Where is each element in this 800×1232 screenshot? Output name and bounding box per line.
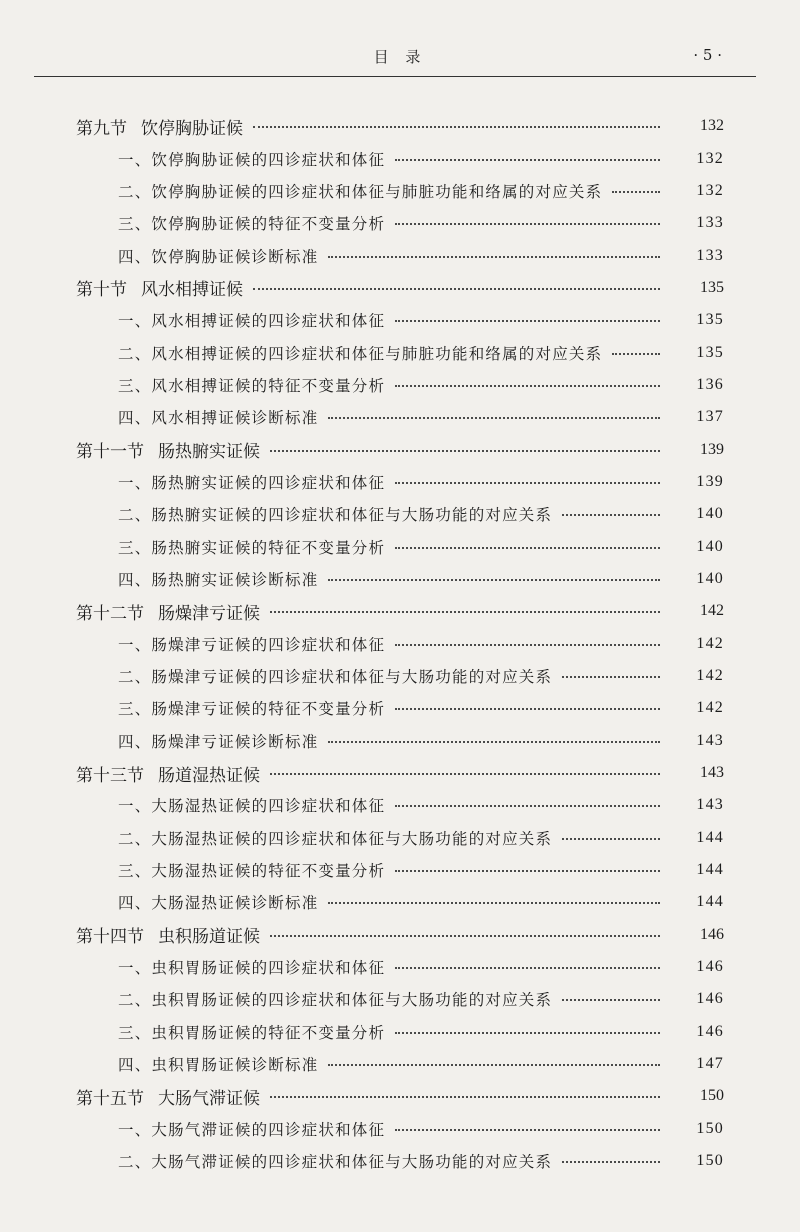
dot-leader [328, 892, 660, 904]
page-number: 132 [696, 149, 724, 167]
toc-subentry [0, 563, 800, 595]
dot-leader [328, 246, 660, 258]
toc-subentry [0, 369, 800, 401]
page-number: 133 [696, 246, 724, 264]
page-number: 146 [696, 958, 724, 976]
subentry-title: 四、风水相搏证候诊断标准 [118, 409, 319, 428]
dot-leader [395, 957, 660, 969]
subentry-title: 三、虫积胃肠证候的特征不变量分析 [118, 1023, 386, 1042]
dot-leader [253, 116, 660, 128]
page-number: 143 [696, 731, 724, 749]
toc-subentry [0, 466, 800, 498]
subentry-title: 一、饮停胸胁证候的四诊症状和体征 [118, 150, 386, 169]
dot-leader [395, 1119, 660, 1131]
section-heading [76, 275, 243, 300]
subentry-title: 四、虫积胃肠证候诊断标准 [118, 1056, 319, 1075]
toc-subentry [0, 304, 800, 336]
page-number: 144 [696, 861, 724, 879]
running-header [0, 42, 800, 72]
subentry-title: 三、风水相搏证候的特征不变量分析 [118, 376, 386, 395]
toc-subentry [0, 1016, 800, 1048]
toc-subentry [0, 401, 800, 433]
toc-subentry [0, 725, 800, 757]
subentry-title: 三、饮停胸胁证候的特征不变量分析 [118, 215, 386, 234]
page-number: 150 [700, 1087, 724, 1105]
page-number: 132 [700, 117, 724, 135]
toc-section-entry [0, 757, 800, 789]
toc-section-entry [0, 595, 800, 627]
section-number: 第十节 [76, 280, 127, 301]
dot-leader [395, 634, 660, 646]
toc-subentry [0, 854, 800, 886]
toc-subentry [0, 498, 800, 530]
page-number: 142 [696, 699, 724, 717]
page-number: 143 [700, 764, 724, 782]
subentry-title: 四、大肠湿热证候诊断标准 [118, 894, 319, 913]
section-title: 虫积肠道证候 [158, 927, 260, 948]
subentry-title: 四、肠燥津亏证候诊断标准 [118, 732, 319, 751]
page-number: 142 [696, 667, 724, 685]
subentry-title: 二、肠热腑实证候的四诊症状和体征与大肠功能的对应关系 [118, 506, 553, 525]
subentry-title: 一、风水相搏证候的四诊症状和体征 [118, 312, 386, 331]
page-number: 142 [696, 634, 724, 652]
subentry-title: 二、大肠湿热证候的四诊症状和体征与大肠功能的对应关系 [118, 829, 553, 848]
header-page-number: · 5 · [693, 46, 722, 64]
section-number: 第十四节 [76, 927, 144, 948]
subentry-title: 一、肠热腑实证候的四诊症状和体征 [118, 473, 386, 492]
toc-subentry [0, 628, 800, 660]
section-heading [76, 922, 260, 947]
dot-leader [395, 472, 660, 484]
section-heading [76, 1084, 260, 1109]
dot-leader [328, 731, 660, 743]
toc-subentry [0, 1145, 800, 1177]
dot-leader [562, 828, 660, 840]
dot-leader [328, 569, 660, 581]
toc-section-entry [0, 433, 800, 465]
page-number: 137 [696, 408, 724, 426]
dot-leader [612, 181, 660, 193]
dot-leader [562, 989, 660, 1001]
dot-leader [270, 1086, 660, 1098]
section-heading [76, 599, 260, 624]
dot-leader [562, 666, 660, 678]
subentry-title: 二、风水相搏证候的四诊症状和体征与肺脏功能和络属的对应关系 [118, 344, 603, 363]
toc-subentry [0, 1113, 800, 1145]
toc-section-entry [0, 1080, 800, 1112]
page-number: 146 [700, 925, 724, 943]
toc-subentry [0, 983, 800, 1015]
section-heading [76, 437, 260, 462]
toc-subentry [0, 789, 800, 821]
section-title: 肠热腑实证候 [158, 442, 260, 463]
section-number: 第十一节 [76, 442, 144, 463]
dot-leader [270, 925, 660, 937]
page-number: 140 [696, 537, 724, 555]
dot-leader [395, 1022, 660, 1034]
subentry-title: 一、虫积胃肠证候的四诊症状和体征 [118, 959, 386, 978]
page-number: 135 [700, 278, 724, 296]
toc-subentry [0, 530, 800, 562]
subentry-title: 一、大肠气滞证候的四诊症状和体征 [118, 1120, 386, 1139]
toc-subentry [0, 1048, 800, 1080]
dot-leader [562, 504, 660, 516]
dot-leader [328, 407, 660, 419]
toc-subentry [0, 336, 800, 368]
page-number: 135 [696, 311, 724, 329]
section-title: 饮停胸胁证候 [141, 118, 243, 139]
dot-leader [395, 213, 660, 225]
page-number: 135 [696, 343, 724, 361]
dot-leader [270, 601, 660, 613]
subentry-title: 二、肠燥津亏证候的四诊症状和体征与大肠功能的对应关系 [118, 668, 553, 687]
dot-leader [395, 860, 660, 872]
subentry-title: 一、肠燥津亏证候的四诊症状和体征 [118, 635, 386, 654]
dot-leader [612, 343, 660, 355]
toc-subentry [0, 692, 800, 724]
page-number: 139 [696, 472, 724, 490]
section-title: 风水相搏证候 [141, 280, 243, 301]
dot-leader [253, 278, 660, 290]
dot-leader [328, 1054, 660, 1066]
page-number: 140 [696, 505, 724, 523]
page-number: 146 [696, 990, 724, 1008]
section-number: 第十五节 [76, 1088, 144, 1109]
page-number: 150 [696, 1119, 724, 1137]
dot-leader [395, 795, 660, 807]
page-number: 133 [696, 214, 724, 232]
dot-leader [395, 310, 660, 322]
subentry-title: 一、大肠湿热证候的四诊症状和体征 [118, 797, 386, 816]
page-number: 140 [696, 569, 724, 587]
page-number: 144 [696, 828, 724, 846]
subentry-title: 二、虫积胃肠证候的四诊症状和体征与大肠功能的对应关系 [118, 991, 553, 1010]
toc-section-entry [0, 272, 800, 304]
page-number: 139 [700, 440, 724, 458]
section-number: 第十二节 [76, 603, 144, 624]
toc-subentry [0, 822, 800, 854]
toc-section-entry [0, 110, 800, 142]
section-number: 第九节 [76, 118, 127, 139]
toc-subentry [0, 239, 800, 271]
dot-leader [270, 440, 660, 452]
page-number: 144 [696, 893, 724, 911]
toc-subentry [0, 142, 800, 174]
toc-subentry [0, 660, 800, 692]
header-title: 目 录 [373, 48, 427, 66]
dot-leader [395, 698, 660, 710]
section-number: 第十三节 [76, 765, 144, 786]
section-heading [76, 761, 260, 786]
subentry-title: 二、饮停胸胁证候的四诊症状和体征与肺脏功能和络属的对应关系 [118, 182, 603, 201]
section-heading [76, 114, 243, 139]
page-number: 132 [696, 181, 724, 199]
subentry-title: 二、大肠气滞证候的四诊症状和体征与大肠功能的对应关系 [118, 1153, 553, 1172]
subentry-title: 三、大肠湿热证候的特征不变量分析 [118, 862, 386, 881]
section-title: 大肠气滞证候 [158, 1088, 260, 1109]
subentry-title: 四、肠热腑实证候诊断标准 [118, 570, 319, 589]
header-rule [34, 76, 756, 77]
page-number: 143 [696, 796, 724, 814]
subentry-title: 三、肠热腑实证候的特征不变量分析 [118, 538, 386, 557]
dot-leader [395, 537, 660, 549]
page-number: 147 [696, 1055, 724, 1073]
toc-section-entry [0, 919, 800, 951]
toc-subentry [0, 886, 800, 918]
toc-subentry [0, 951, 800, 983]
subentry-title: 四、饮停胸胁证候诊断标准 [118, 247, 319, 266]
section-title: 肠燥津亏证候 [158, 603, 260, 624]
table-of-contents [0, 110, 800, 1177]
toc-subentry [0, 207, 800, 239]
subentry-title: 三、肠燥津亏证候的特征不变量分析 [118, 700, 386, 719]
dot-leader [562, 1151, 660, 1163]
page-number: 146 [696, 1022, 724, 1040]
page-number: 142 [700, 602, 724, 620]
dot-leader [395, 375, 660, 387]
toc-subentry [0, 175, 800, 207]
section-title: 肠道湿热证候 [158, 765, 260, 786]
dot-leader [270, 763, 660, 775]
dot-leader [395, 149, 660, 161]
page-number: 136 [696, 375, 724, 393]
page-number: 150 [696, 1152, 724, 1170]
